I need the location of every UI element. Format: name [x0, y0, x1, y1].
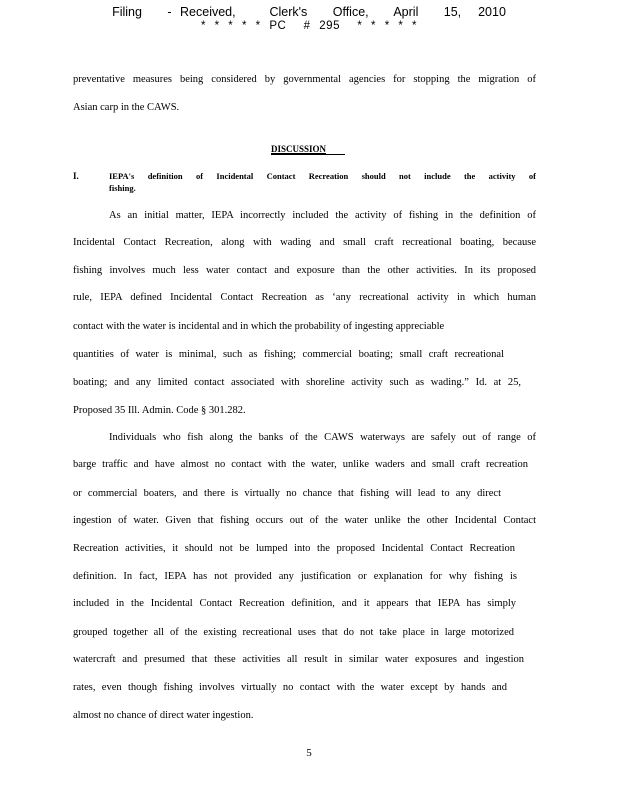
paragraph-line: boating; and any limited contact associated with shoreline activity such as wading.” Id. at 25,: [73, 377, 521, 388]
heading-line: fishing.: [109, 183, 136, 193]
paragraph-line: Recreation activities, it should not be lumped into the proposed Incidental Contact Recreation: [73, 543, 515, 554]
filing-stamp-line: Filing - Received, Clerk's Office, April 15, 2010: [112, 5, 506, 19]
section-title: DISCUSSION: [271, 144, 327, 154]
heading-number: I.: [73, 171, 79, 181]
paragraph-line: Proposed 35 Ill. Admin. Code § 301.282.: [73, 405, 246, 416]
page-number: 5: [306, 747, 312, 759]
paragraph-line: included in the Incidental Contact Recreation definition, and it appears that IEPA has simply: [73, 598, 516, 609]
paragraph-line: or commercial boaters, and there is virtually no chance that fishing will lead to any direct: [73, 488, 501, 499]
paragraph-line: definition. In fact, IEPA has not provided any justification or explanation for why fishing is: [73, 571, 517, 582]
section-title-underline: [271, 154, 345, 155]
heading-line: IEPA's definition of Incidental Contact Recreation should not include the activity of: [109, 171, 536, 181]
intro-line: preventative measures being considered by governmental agencies for stopping the migration of: [73, 74, 536, 85]
paragraph-line: contact with the water is incidental and in which the probability of ingesting appreciable: [73, 321, 445, 332]
pc-number-stamp-line: * * * * * PC # 295 * * * * *: [200, 20, 418, 32]
paragraph-line: grouped together all of the existing recreational uses that do not take place in large motorized: [73, 627, 514, 638]
paragraph-line: quantities of water is minimal, such as fishing; commercial boating; small craft recreational: [73, 349, 504, 360]
paragraph-line: watercraft and presumed that these activities all result in similar water exposures and ingestion: [73, 654, 524, 665]
intro-line: Asian carp in the CAWS.: [73, 102, 180, 113]
paragraph-line: fishing involves much less water contact and exposure than the other activities. In its proposed: [73, 265, 536, 276]
paragraph-line: barge traffic and have almost no contact with the water, unlike waders and small craft recreation: [73, 459, 528, 470]
paragraph-line: As an initial matter, IEPA incorrectly included the activity of fishing in the definition of: [109, 210, 536, 221]
paragraph-line: rates, even though fishing involves virtually no contact with the water except by hands and: [73, 682, 507, 693]
paragraph-line: Incidental Contact Recreation, along with wading and small craft recreational boating, because: [73, 237, 536, 248]
paragraph-line: ingestion of water. Given that fishing occurs out of the water unlike the other Incidental Contact: [73, 515, 536, 526]
paragraph-line: almost no chance of direct water ingestion.: [73, 710, 254, 721]
paragraph-line: Individuals who fish along the banks of the CAWS waterways are safely out of range of: [109, 432, 536, 443]
paragraph-line: rule, IEPA defined Incidental Contact Recreation as ‘any recreational activity in which human: [73, 292, 536, 303]
